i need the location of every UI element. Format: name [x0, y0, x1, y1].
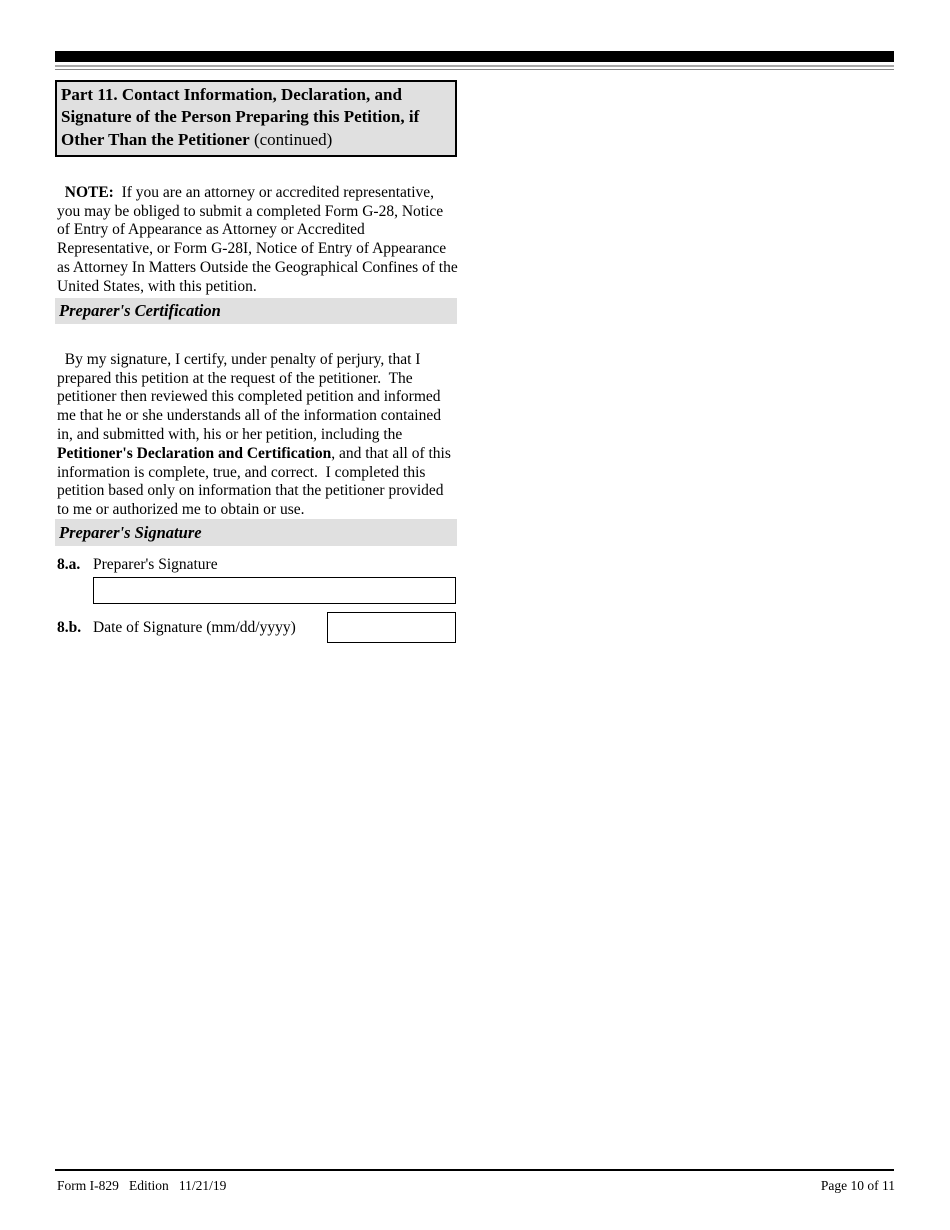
item-8a-number: 8.a.	[57, 556, 81, 573]
page-top-black-bar	[55, 51, 894, 62]
footer-form-edition: Form I-829 Edition 11/21/19	[57, 1178, 227, 1193]
preparers-certification-heading-label: Preparer's Certification	[59, 301, 221, 320]
item-8b-label: Date of Signature (mm/dd/yyyy)	[93, 619, 296, 636]
footer-page-number: Page 10 of 11	[820, 1178, 895, 1193]
part-11-header	[55, 80, 457, 157]
note-label: NOTE:	[64, 183, 114, 201]
note-paragraph	[57, 165, 462, 297]
date-of-signature-input[interactable]	[327, 612, 456, 643]
page-top-double-rule	[55, 65, 894, 70]
item-8b-number: 8.b.	[57, 619, 82, 636]
part-11-header-title: Part 11. Contact Information, Declaration, and Signature of the Person Preparing this Petition, if Other Than the Petitioner	[61, 85, 420, 149]
preparer-signature-input[interactable]	[93, 577, 456, 604]
preparers-signature-heading	[55, 519, 457, 546]
item-8a-label: Preparer's Signature	[93, 556, 218, 573]
preparers-signature-heading-label: Preparer's Signature	[59, 523, 202, 542]
certification-text-after: , and that all of this information is complete, true, and correct. I completed this petition based only on information that the petitioner provided to me or authorized me to obtain or use.	[57, 444, 455, 519]
note-text: If you are an attorney or accredited representative, you may be obliged to submit a completed Form G-28, Notice of Entry of Appearance as Attorney or Accredited Representative, or Form G-28I, Notice of Entry of Appearance as Attorney In Matters Outside the Geographical Confines of the United States, with this petition.	[57, 183, 462, 295]
certification-bold-phrase: Petitioner's Declaration and Certification	[57, 444, 332, 462]
preparers-certification-heading	[55, 298, 457, 324]
part-11-header-continued: (continued)	[249, 129, 333, 149]
certification-paragraph	[57, 332, 458, 520]
certification-text-before: By my signature, I certify, under penalty of perjury, that I prepared this petition at the request of the petitioner. The petitioner then reviewed this completed petition and informed me that he or she understands all of the information contained in, and submitted with, his or her petition, including the	[57, 350, 445, 443]
footer-rule	[55, 1169, 894, 1171]
